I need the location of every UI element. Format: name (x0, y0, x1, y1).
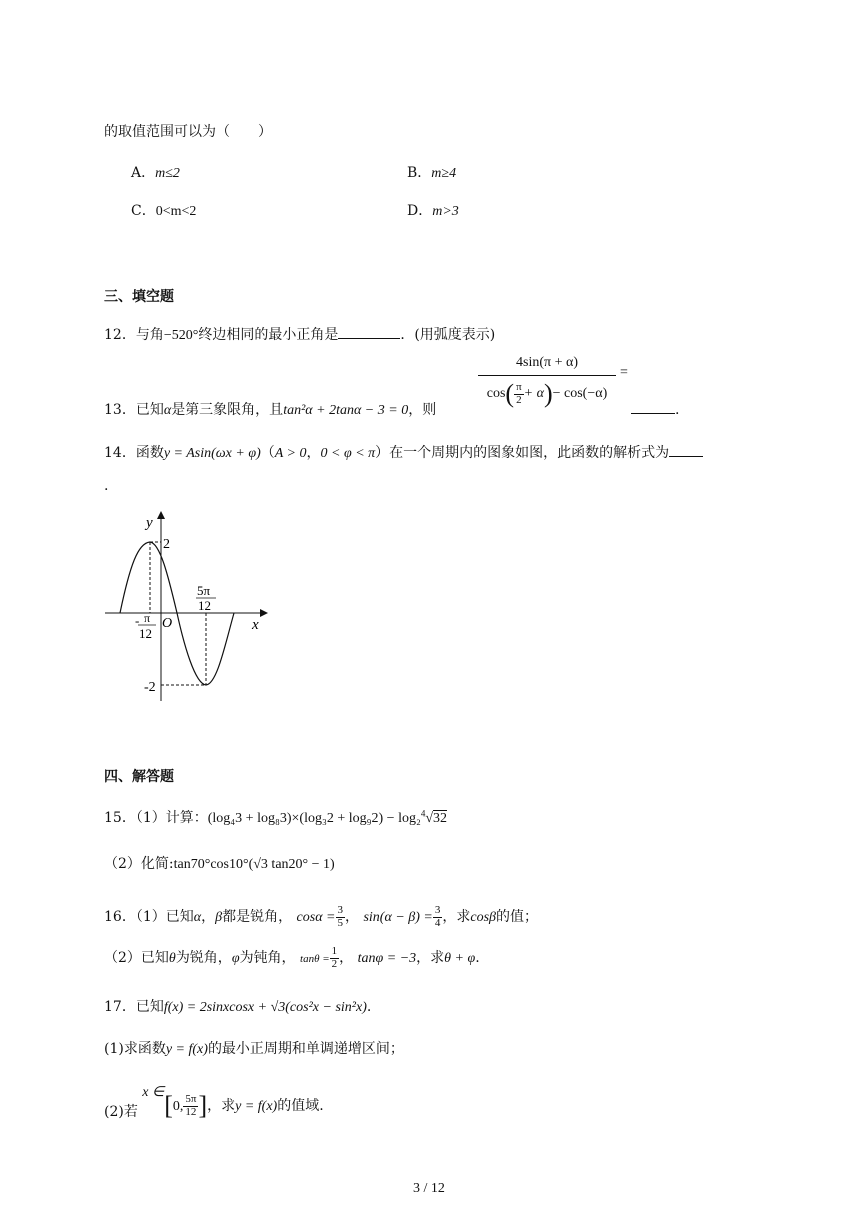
left-tick-num: π (144, 611, 151, 625)
option-c-letter: C． (131, 203, 156, 219)
q14-number: 14． (104, 445, 136, 461)
q17-p2-num: 5π (185, 1092, 197, 1105)
q13-den-alpha: + α (523, 386, 544, 402)
y-label: y (146, 515, 153, 531)
section-3-title: 三、填空题 (104, 289, 174, 305)
origin-label: O (162, 616, 173, 631)
option-c-body: 0<m<2 (155, 204, 197, 219)
option-a[interactable] (131, 162, 180, 182)
q14-post: 在一个周期内的图象如图，此函数的解析式为 (389, 445, 670, 461)
q16-sum: θ + φ (444, 951, 476, 967)
q17-p1-label: (1)求函数 (104, 1041, 166, 1057)
q17-p2-mid: ，求 (207, 1098, 236, 1114)
section-4-title: 四、解答题 (104, 769, 174, 785)
max-label: 2 (163, 537, 170, 552)
q12-post: 终边相同的最小正角是 (198, 327, 339, 343)
q16-m3: 为钝角， (239, 950, 296, 967)
q13-number: 13． (104, 402, 136, 418)
q13-equals: = (620, 365, 628, 380)
q15-p1-label: （1）计算： (135, 810, 208, 826)
page-number: 3 / 12 (413, 1181, 445, 1196)
q16-f2-num: 3 (434, 904, 441, 916)
q17-function: f(x) = 2sinxcosx + √3(cos²x − sin²x) (163, 1000, 367, 1015)
q13-end: . (675, 402, 680, 418)
q13-post: ，则 (408, 402, 437, 418)
q17-p2-func: y = f(x) (235, 1099, 278, 1114)
q16-cos-alpha: cosα = (296, 910, 336, 926)
min-label: -2 (144, 680, 156, 695)
q16-number: 16． (104, 909, 136, 926)
q16-f2-den: 4 (434, 916, 441, 929)
x-axis-arrow (260, 609, 268, 617)
option-b-body: m≥4 (431, 166, 457, 181)
y-axis-arrow (157, 511, 165, 519)
q16-p1-label: （1）已知 (135, 909, 194, 926)
q16-alpha: α (193, 910, 202, 926)
option-b-letter: B． (407, 165, 432, 181)
q17-pre: 已知 (135, 999, 164, 1015)
option-c[interactable] (131, 200, 196, 220)
q16-q1-end: 的值； (496, 909, 538, 926)
q15-root-index: 4 (420, 808, 426, 819)
question-11-tail: 的取值范围可以为（ ） (104, 124, 272, 140)
q17-number: 17． (104, 999, 136, 1015)
q16-theta: θ (168, 951, 176, 967)
left-tick-den: 12 (139, 626, 152, 641)
x-label: x (252, 617, 259, 633)
question-15-part-2 (104, 853, 335, 873)
option-a-letter: A． (131, 165, 156, 181)
q17-end: . (366, 999, 372, 1015)
q15-expr-2: tan70°cos10°(√3 tan20° − 1) (173, 857, 335, 872)
q12-answer-blank[interactable] (338, 338, 400, 339)
q16-tan-theta: tanθ = (300, 953, 330, 966)
q14-cond-2: 0 < φ < π (320, 446, 376, 461)
question-16-part-1: 16．（1）已知α，β都是锐角， cosα = $\frac{3}{5}$ ， sin(α − β) = $\frac{3}{4}$ ，求cosβ的值； (104, 904, 538, 929)
q16-m1: 都是锐角， (222, 909, 293, 926)
q13-den-cos: cos (486, 386, 506, 402)
q12-tail: ．(用弧度表示) (400, 327, 496, 343)
q13-den-2: 2 (516, 393, 522, 406)
q14-function: y = Asin(ωx + φ) (163, 446, 261, 461)
q12-angle: −520° (163, 328, 199, 343)
q16-f3-den: 2 (331, 957, 338, 970)
q13-alpha: α (163, 403, 172, 418)
option-d[interactable] (407, 200, 459, 220)
question-16-part-2: （2）已知θ为锐角，φ为钝角， tanθ = $\frac{1}{2}$ ， tanφ = −3，求θ + φ. (104, 945, 480, 970)
q16-tan-phi: tanφ = −3 (357, 951, 417, 967)
q16-f3-num: 1 (331, 945, 338, 957)
q17-p2-label: (2)若 (104, 1104, 138, 1120)
question-14: 14．函数y = Asin(ωx + φ)（A > 0，0 < φ < π）在一个周期内的图象如图，此函数的解析式为 (104, 442, 703, 462)
q16-sep: ， (201, 909, 216, 926)
q14-answer-blank[interactable] (669, 456, 703, 457)
left-tick-sign: - (135, 613, 140, 628)
q13-numerator: 4sin(π + α) (478, 355, 616, 376)
q12-pre: 与角 (135, 327, 164, 343)
right-tick-num: 5π (197, 583, 211, 598)
q13-pre: 已知 (135, 402, 164, 418)
q14-pre: 函数 (135, 445, 164, 461)
q16-q2: ，求 (416, 950, 445, 967)
q13-mid: 是第三象限角，且 (171, 402, 284, 418)
question-17 (104, 996, 371, 1016)
q14-cond-1: A > 0 (274, 446, 307, 461)
option-d-body: m>3 (432, 204, 459, 219)
q16-phi: φ (231, 951, 240, 967)
q16-m2: 为锐角， (175, 950, 232, 967)
question-17-part-2: (2)若 x ∈[0, $\frac{5\pi}{12}$ ]，求y = f(x)的值域. (104, 1085, 324, 1120)
q13-condition: tan²α + 2tanα − 3 = 0 (283, 403, 409, 418)
q17-p1-func: y = f(x) (165, 1042, 208, 1057)
q17-p1-end: 的最小正周期和单调递增区间； (207, 1041, 404, 1057)
q16-p2-label: （2）已知 (104, 950, 169, 967)
q12-number: 12． (104, 327, 136, 343)
q17-p2-den: 12 (185, 1105, 197, 1118)
q13-den-pi: π (516, 380, 522, 393)
option-a-body: m≤2 (155, 166, 180, 181)
q13-den-rest: − cos(−α) (552, 386, 608, 402)
option-b[interactable] (407, 162, 456, 182)
q16-cos-beta: cosβ (470, 910, 496, 926)
q15-expr-1: (log₄3 + log₈3)×(log₃2 + log₉2) − log₂ (207, 811, 421, 826)
q13-denominator: cos( $\frac{\pi}{2}$ + α)− cos(−α) (486, 379, 608, 408)
q13-answer-blank[interactable] (631, 413, 675, 414)
option-d-letter: D． (407, 203, 433, 219)
right-tick-den: 12 (198, 598, 211, 613)
q16-beta: β (215, 910, 223, 926)
sine-graph (100, 505, 270, 705)
question-13 (104, 399, 436, 419)
question-17-part-1 (104, 1038, 404, 1058)
q15-root-value: 32 (433, 811, 448, 826)
q16-q1: ，求 (442, 909, 471, 926)
q13-answer (631, 402, 679, 418)
question-12 (104, 324, 495, 344)
q16-sin-ab: sin(α − β) = (363, 910, 433, 926)
q16-f1-den: 5 (337, 916, 344, 929)
q16-q2-end: . (475, 950, 480, 967)
q16-f1-num: 3 (337, 904, 344, 916)
q17-p2-x: x ∈ (142, 1085, 165, 1100)
question-15-part-1: 15．（1）计算：(log₄3 + log₈3)×(log₃2 + log₉2) − log₂$^4$√32 (104, 808, 448, 826)
q15-p2-label: （2）化简: (104, 856, 174, 872)
q17-p2-zero: 0, (172, 1099, 184, 1114)
q15-number: 15． (104, 810, 136, 826)
q17-p2-end: 的值域. (277, 1098, 324, 1114)
q14-dot: . (104, 478, 109, 494)
q13-fraction (478, 355, 616, 409)
